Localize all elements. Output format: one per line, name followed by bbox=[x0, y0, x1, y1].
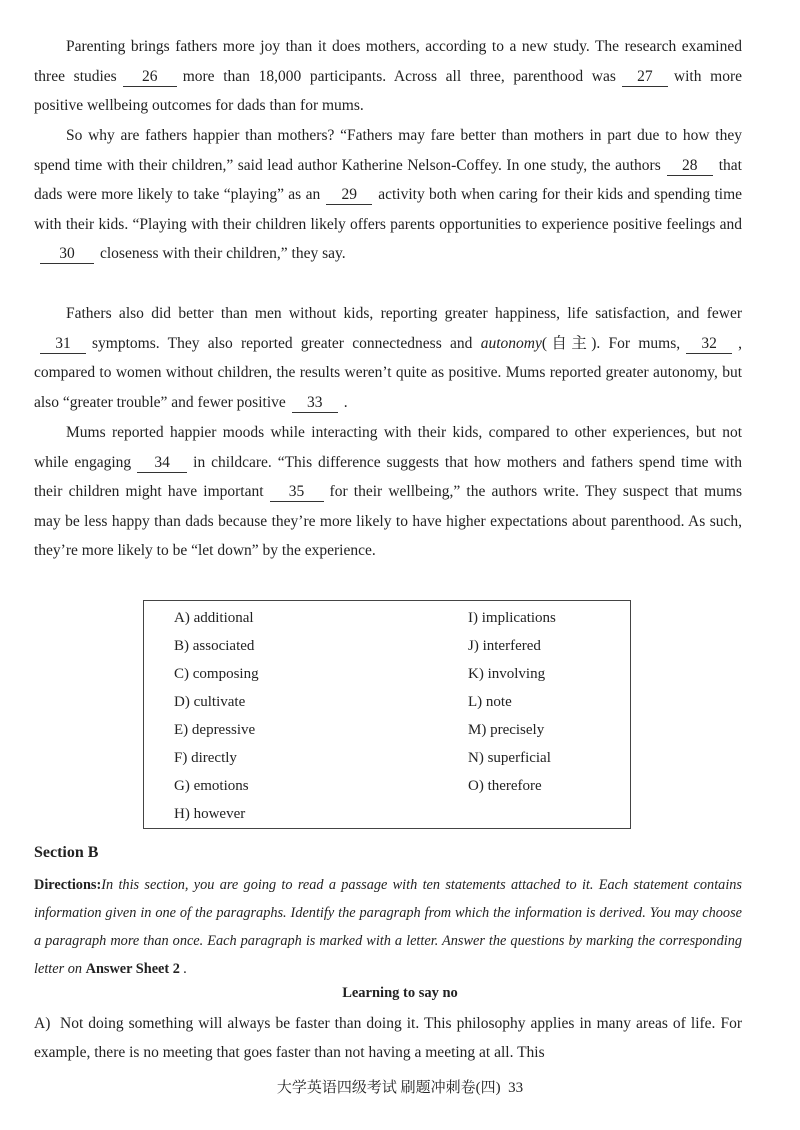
answer-sheet-label: Answer Sheet 2 bbox=[85, 961, 180, 977]
text: more than 18,000 participants. Across all three, parenthood was bbox=[182, 67, 616, 85]
word-bank-box bbox=[143, 600, 631, 829]
passage-paragraph-3 bbox=[34, 299, 742, 417]
option-k: K) involving bbox=[468, 666, 546, 682]
text: activity both when caring for their kids and spending time with their kids. “Playing with their children likely offers parents opportunities to experience positive feelings and bbox=[34, 186, 742, 233]
blank-35: 35 bbox=[270, 483, 324, 502]
passage-title: Learning to say no bbox=[342, 985, 458, 1001]
text: Parenting brings fathers more joy than it does mothers, according to a new study. The research examined three studies bbox=[34, 38, 742, 85]
directions bbox=[34, 871, 742, 983]
option-m: M) precisely bbox=[468, 722, 545, 738]
option-d: D) cultivate bbox=[174, 694, 246, 710]
page-footer bbox=[0, 1076, 800, 1097]
blank-34: 34 bbox=[137, 454, 187, 473]
paragraph-letter: A) bbox=[34, 1015, 51, 1032]
directions-label: Directions: bbox=[34, 877, 102, 893]
text: symptoms. They also reported greater connectedness and bbox=[92, 334, 473, 352]
option-o: O) therefore bbox=[468, 778, 542, 794]
text: (自主). For mums, bbox=[541, 334, 681, 352]
text: for their wellbeing,” the authors write. They suspect that mums may be less happy than dads because they’re more likely to have higher expectations about parenthood. As such, they’re more likely to be “let down” by the experience. bbox=[34, 483, 742, 560]
blank-27: 27 bbox=[622, 68, 668, 87]
option-g: G) emotions bbox=[174, 778, 249, 794]
blank-31: 31 bbox=[40, 335, 86, 354]
text: . bbox=[183, 961, 188, 977]
text: So why are fathers happier than mothers? “Fathers may fare better than mothers in part due to how they spend time with their children,” said lead author Katherine Nelson-Coffey. In one study, the authors bbox=[34, 127, 742, 174]
passage-paragraph-2 bbox=[34, 121, 742, 269]
option-e: E) depressive bbox=[174, 722, 256, 738]
text: Fathers also did better than men without kids, reporting greater happiness, life satisfaction, and fewer bbox=[66, 305, 742, 322]
directions-text: In this section, you are going to read a passage with ten statements attached to it. Each statement contains information given in one of the paragraphs. Identify the paragraph from which the information is derived. You may choose a paragraph more than once. Each paragraph is marked with a letter. Answer the questions by marking the corresponding letter on bbox=[34, 877, 742, 977]
blank-30: 30 bbox=[40, 245, 94, 264]
blank-28: 28 bbox=[667, 157, 713, 176]
blank-26: 26 bbox=[123, 68, 177, 87]
option-a: A) additional bbox=[174, 610, 254, 626]
text: closeness with their children,” they say. bbox=[100, 245, 346, 263]
passage-paragraph-4 bbox=[34, 418, 742, 566]
option-h: H) however bbox=[174, 806, 246, 822]
text: that dads were more likely to take “playing” as an bbox=[34, 156, 742, 204]
text: in childcare. “This difference suggests that how mothers and fathers spend time with their children might have important bbox=[34, 453, 742, 501]
footer-title: 大学英语四级考试 刷题冲刺卷(四) bbox=[276, 1080, 501, 1096]
autonomy-word: autonomy bbox=[480, 334, 542, 352]
text: , compared to women without children, the results weren’t quite as positive. Mums reported greater autonomy, but also “greater trouble” and fewer positive bbox=[34, 334, 743, 411]
option-n: N) superficial bbox=[468, 750, 551, 766]
option-j: J) interfered bbox=[468, 638, 541, 654]
text: . bbox=[343, 393, 348, 411]
option-f: F) directly bbox=[174, 750, 237, 766]
blank-33: 33 bbox=[292, 394, 338, 413]
option-b: B) associated bbox=[174, 638, 255, 654]
text: Mums reported happier moods while interacting with their kids, compared to other experiences, but not while engaging bbox=[34, 424, 742, 471]
option-c: C) composing bbox=[174, 666, 259, 682]
text: Not doing something will always be faster than doing it. This philosophy applies in many areas of life. For example, there is no meeting that goes faster than not having a meeting at all. This bbox=[34, 1015, 742, 1061]
page-number: 33 bbox=[508, 1080, 524, 1096]
section-b-heading: Section B bbox=[34, 844, 99, 861]
option-l: L) note bbox=[468, 694, 512, 710]
passage-paragraph-1 bbox=[34, 32, 742, 121]
option-i: I) implications bbox=[468, 610, 556, 626]
paragraph-a bbox=[34, 1009, 742, 1067]
text: with more positive wellbeing outcomes for dads than for mums. bbox=[34, 67, 742, 115]
blank-32: 32 bbox=[686, 335, 732, 354]
blank-29: 29 bbox=[326, 186, 372, 205]
